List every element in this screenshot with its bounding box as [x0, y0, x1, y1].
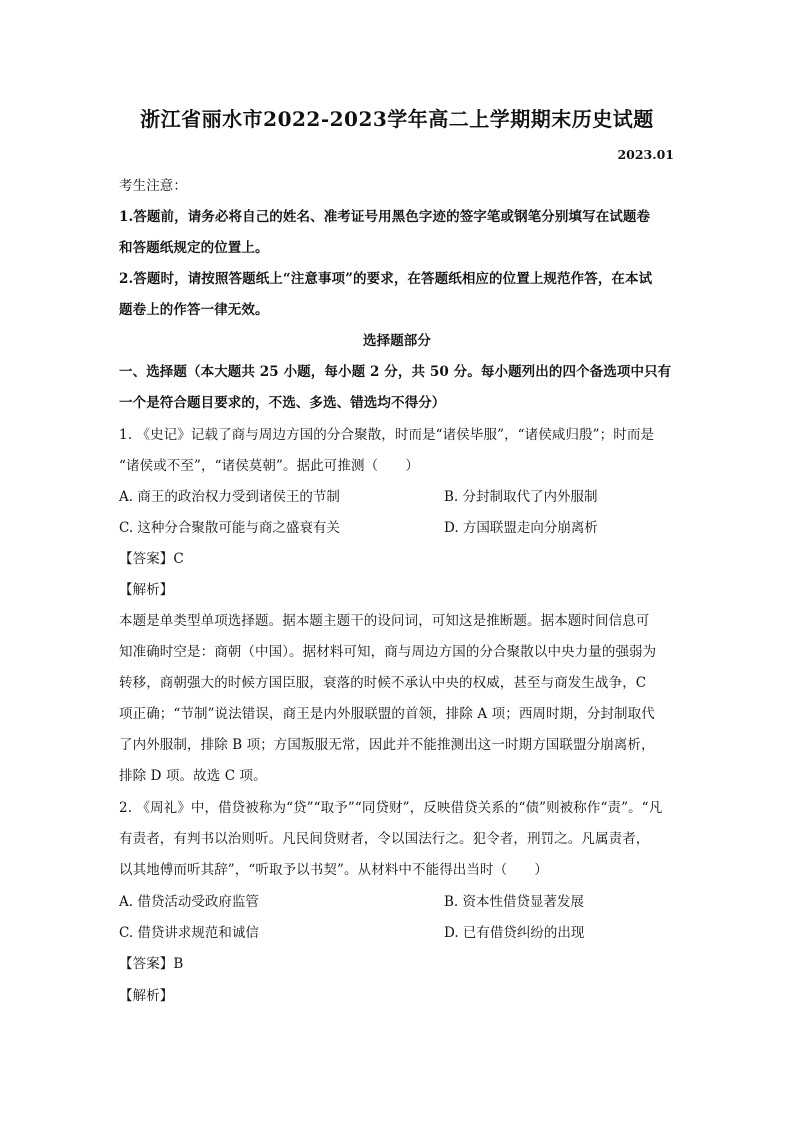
q2-analysis-label: 【解析】	[119, 988, 174, 1004]
q1-analysis-line: 知准确时空是：商朝（中国）。据材料可知，商与周边方国的分合聚散以中央力量的强弱为	[119, 644, 657, 660]
q1-stem-line-1: 1. 《史记》记载了商与周边方国的分合聚散，时而是“诸侯毕服”，“诸侯咸归殷”；时而是	[119, 427, 655, 443]
q1-analysis-line: 转移，商朝强大的时候方国臣服，衰落的时候不承认中央的权威，甚至与商发生战争，C	[119, 675, 647, 691]
q2-stem-line: 以其地傅而听其辞”，“听取予以书契”。从材料中不能得出当时（ ）	[119, 862, 549, 878]
page-title: 浙江省丽水市2022-2023学年高二上学期期末历史试题	[140, 107, 654, 131]
q2-answer: 【答案】B	[119, 956, 184, 972]
exam-date: 2023.01	[617, 147, 674, 162]
section-intro-line-1: 一、选择题（本大题共 25 小题，每小题 2 分，共 50 分。每小题列出的四个备选项中只有	[119, 364, 672, 380]
q2-option-c: C. 借贷讲求规范和诚信	[119, 925, 259, 941]
q1-stem-line-2: “诸侯或不至”，“诸侯莫朝”。据此可推测（ ）	[119, 458, 420, 474]
q1-option-a: A. 商王的政治权力受到诸侯王的节制	[119, 489, 340, 505]
q1-analysis-line: 排除 D 项。故选 C 项。	[119, 768, 267, 784]
q1-analysis-line: 项正确；“节制”说法错误，商王是内外服联盟的首领，排除 A 项；西周时期，分封制取代	[119, 706, 655, 722]
q1-analysis-line: 本题是单类型单项选择题。据本题主题干的设问词，可知这是推断题。据本题时间信息可	[119, 613, 650, 629]
q1-answer: 【答案】C	[119, 551, 184, 567]
q2-stem-line: 2. 《周礼》中，借贷被称为“贷”“取予”“同贷财”，反映借贷关系的“债”则被称作“责”。“凡	[119, 800, 663, 816]
q1-option-c: C. 这种分合聚散可能与商之盛衰有关	[119, 520, 340, 536]
q1-option-d: D. 方国联盟走向分崩离析	[444, 520, 598, 536]
section-intro-line-2: 一个是符合题目要求的，不选、多选、错选均不得分）	[119, 395, 446, 411]
notice-heading: 考生注意：	[119, 178, 187, 194]
q1-option-b: B. 分封制取代了内外服制	[444, 489, 598, 505]
q2-option-b: B. 资本性借贷显著发展	[444, 894, 585, 910]
notice-item-1-line-1: 1.答题前，请务必将自己的姓名、准考证号用黑色字迹的签字笔或钢笔分别填写在试题卷	[119, 209, 651, 225]
q2-option-a: A. 借贷活动受政府监管	[119, 894, 259, 910]
notice-item-2-line-2: 题卷上的作答一律无效。	[119, 302, 269, 318]
q1-analysis-line: 了内外服制，排除 B 项；方国叛服无常，因此并不能推测出这一时期方国联盟分崩离析，	[119, 737, 655, 753]
section-title: 选择题部分	[363, 333, 431, 349]
notice-item-2-line-1: 2.答题时，请按照答题纸上“注意事项”的要求，在答题纸相应的位置上规范作答，在本试	[119, 271, 653, 287]
q2-stem-line: 有责者，有判书以治则听。凡民间贷财者，令以国法行之。犯令者，刑罚之。凡属责者，	[119, 831, 650, 847]
q2-option-d: D. 已有借贷纠纷的出现	[444, 925, 585, 941]
q1-analysis-label: 【解析】	[119, 582, 174, 598]
notice-item-1-line-2: 和答题纸规定的位置上。	[119, 240, 269, 256]
